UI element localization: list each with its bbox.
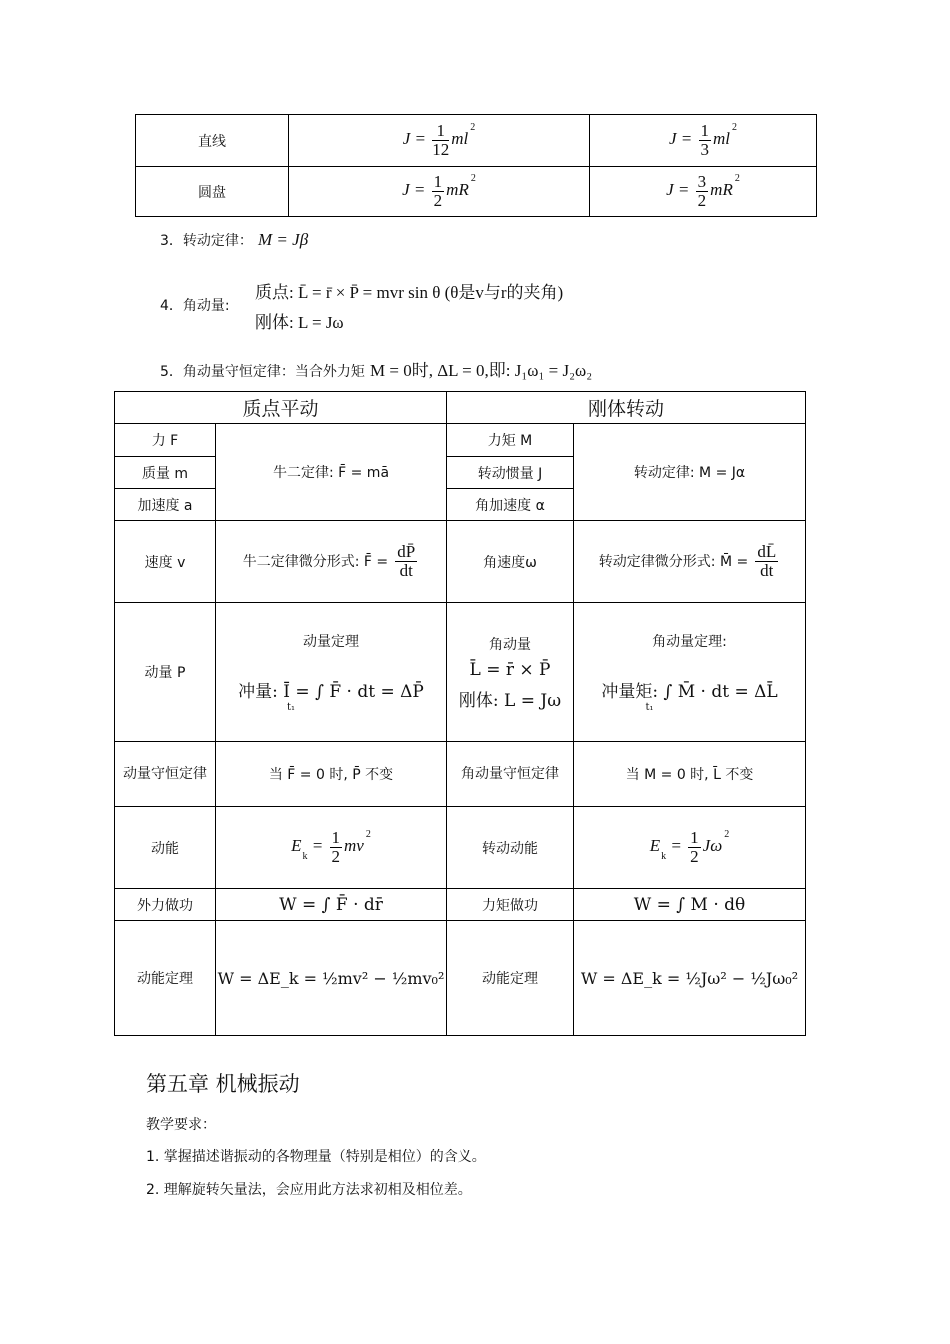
cell-rot-ke-theorem-formula: W = ΔE_k = ½Jω² − ½Jω₀²	[574, 921, 806, 1036]
cell-newton2-diff: 牛二定律微分形式: F̄ = $\frac{dP̄}{dt}$	[216, 521, 447, 603]
impulse-formula: 冲量: Ī = ∫ F̄ · dt = ΔP̄	[238, 682, 424, 702]
row-label-line: 直线	[136, 115, 289, 167]
formula-disc-center: J = $\frac{1}{2}$ $mR^2$	[289, 167, 590, 217]
cell-kinetic-energy: 动能	[115, 807, 216, 889]
item-5	[160, 356, 592, 381]
item-3-label: 3．转动定律：	[160, 233, 253, 249]
requirement-2: 2. 理解旋转矢量法，会应用此方法求初相及相位差。	[146, 1182, 472, 1198]
cell-ke-theorem: 动能定理	[115, 921, 216, 1036]
cell-torque-work-formula: W = ∫ M · dθ	[574, 889, 806, 921]
formula-line-end: J = $\frac{1}{3}$ $ml^2$	[590, 115, 817, 167]
ang-impulse-formula: 冲量矩: ∫ M̄ · dt = ΔL̄	[601, 682, 778, 702]
cell-rot-law: 转动定律: M = Jα	[574, 424, 806, 521]
cell-velocity: 速度 v	[115, 521, 216, 603]
cell-ext-work: 外力做功	[115, 889, 216, 921]
item-3-formula: M = Jβ	[258, 230, 309, 249]
requirements-label: 教学要求：	[146, 1117, 216, 1133]
item-4-line1: 质点: L̄ = r̄ × P̄ = mvr sin θ (θ是v与r的夹角)	[255, 283, 564, 302]
cell-ang-momentum-theorem: 角动量定理: 冲量矩: ∫ M̄ · dt = ΔL̄ t₁	[574, 603, 806, 742]
formula-line-center: J = $\frac{1}{12}$ $ml^2$	[289, 115, 590, 167]
impulse-limit: t₁	[286, 702, 296, 713]
cell-momentum: 动量 P	[115, 603, 216, 742]
cell-ext-work-formula: W = ∫ F̄ · dr̄	[216, 889, 447, 921]
cell-rot-ke-theorem: 动能定理	[447, 921, 574, 1036]
header-particle: 质点平动	[115, 392, 447, 424]
ang-impulse-limit: t₁	[645, 702, 654, 713]
moment-of-inertia-table	[135, 114, 817, 217]
cell-ang-mom-conservation: 角动量守恒定律	[447, 742, 574, 807]
header-rigid: 刚体转动	[447, 392, 806, 424]
cell-accel: 加速度 a	[115, 489, 216, 521]
cell-newton2: 牛二定律: F̄ = mā	[216, 424, 447, 521]
cell-rot-diff: 转动定律微分形式: M̄ = $\frac{dL̄}{dt}$	[574, 521, 806, 603]
cell-ke-theorem-formula: W = ΔE_k = ½mv² − ½mv₀²	[216, 921, 447, 1036]
comparison-table	[114, 391, 806, 1036]
chapter-title: 第五章 机械振动	[146, 1072, 300, 1096]
cell-mom-conservation-cond: 当 F̄ = 0 时, P̄ 不变	[216, 742, 447, 807]
cell-ang-velocity: 角速度ω	[447, 521, 574, 603]
cell-ang-momentum: 角动量 L̄ = r̄ × P̄ 刚体: L = Jω	[447, 603, 574, 742]
cell-mass: 质量 m	[115, 457, 216, 489]
cell-momentum-theorem: 动量定理 冲量: Ī = ∫ F̄ · dt = ΔP̄ t₁	[216, 603, 447, 742]
cell-rot-ke: 转动动能	[447, 807, 574, 889]
cell-torque: 力矩 M	[447, 424, 574, 457]
cell-ang-accel: 角加速度 α	[447, 489, 574, 521]
cell-inertia: 转动惯量 J	[447, 457, 574, 489]
formula-disc-end: J = $\frac{3}{2}$ $mR^2$	[590, 167, 817, 217]
cell-force: 力 F	[115, 424, 216, 457]
item-4-line2: 刚体: L = Jω	[255, 313, 344, 332]
requirement-1: 1. 掌握描述谐振动的各物理量（特别是相位）的含义。	[146, 1149, 486, 1165]
item-5-formula: M = 0时, ΔL = 0,即: J₁ω₁ = J₂ω₂	[370, 361, 593, 380]
item-5-label: 5．角动量守恒定律：当合外力矩	[160, 364, 365, 380]
row-label-disc: 圆盘	[136, 167, 289, 217]
cell-ang-mom-conservation-cond: 当 M = 0 时, L̄ 不变	[574, 742, 806, 807]
item-rotation-law	[160, 230, 308, 250]
cell-mom-conservation: 动量守恒定律	[115, 742, 216, 807]
cell-ke-formula: $E_k$ = $\frac{1}{2}$ $mv^2$	[216, 807, 447, 889]
cell-rot-ke-formula: $E_k$ = $\frac{1}{2}$ $J\omega^2$	[574, 807, 806, 889]
cell-torque-work: 力矩做功	[447, 889, 574, 921]
item-4-label: 4．角动量:	[160, 298, 230, 314]
